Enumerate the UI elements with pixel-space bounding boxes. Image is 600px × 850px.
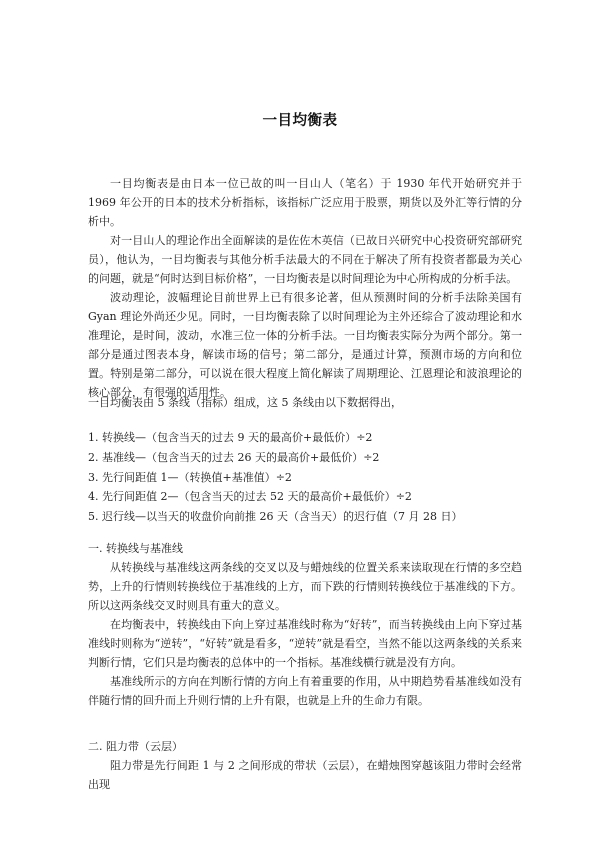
section-2-paragraph: 阻力带是先行间距 1 与 2 之间形成的带状（云层），在蜡烛图穿越该阻力带时会经常出现 xyxy=(88,759,522,791)
section-1-paragraph-1: 从转换线与基准线这两条线的交叉以及与蜡烛线的位置关系来读取现在行情的多空趋势，上升的行情则转换线位于基准线的上方，而下跌的行情则转换线位于基准线的下方。所以这两条线交叉时则具有重大的意义。 xyxy=(88,561,522,612)
intro-section xyxy=(88,174,522,402)
list-item: 2. 基准线—（包含当天的过去 26 天的最高价+最低价）÷2 xyxy=(88,450,380,464)
section-1-paragraph-2: 在均衡表中，转换线由下向上穿过基准线时称为“好转”，而当转换线由上向下穿过基准线时则称为“逆转”，“好转”就是看多，“逆转”就是看空，当然不能以这两条线的关系来判断行情，它们只是均衡表的总体中的一个指标。基准线横行就是没有方向。 xyxy=(88,618,522,669)
lines-intro: 一目均衡表由 5 条线（指标）组成，这 5 条线由以下数据得出， xyxy=(88,396,402,409)
section-2-heading: 二. 阻力带（云层） xyxy=(88,740,183,753)
list-item: 1. 转换线—（包含当天的过去 9 天的最高价+最低价）÷2 xyxy=(88,431,373,444)
section-1-heading: 一. 转换线与基准线 xyxy=(88,542,183,555)
list-item: 4. 先行间距值 2—（包含当天的过去 52 天的最高价+最低价）÷2 xyxy=(88,490,412,504)
list-item: 5. 迟行线—以当天的收盘价向前推 26 天（含当天）的迟行值（7 月 28 日） xyxy=(88,510,463,524)
section-1-paragraph-3: 基准线所示的方向在判断行情的方向上有着重要的作用，从中期趋势看基准线如没有伴随行情的回升而上升则行情的上升有限，也就是上升的生命力有限。 xyxy=(88,675,522,707)
lines-list xyxy=(88,428,522,527)
page-title: 一目均衡表 xyxy=(262,113,338,129)
lines-intro-block xyxy=(88,393,522,412)
intro-paragraph-1: 一目均衡表是由日本一位已故的叫一目山人（笔名）于 1930 年代开始研究并于 1969 年公开的日本的技术分析指标，该指标广泛应用于股票，期货以及外汇等行情的分析中。 xyxy=(88,177,522,228)
intro-paragraph-3: 波动理论，波幅理论目前世界上已有很多论著，但从预测时间的分析手法除美国有 Gyan 理论外尚还少见。同时，一目均衡表除了以时间理论为主外还综合了波动理论和水准理论，是时间，波动，水准三位一体的分析手法。一目均衡表实际分为两个部分。第一部分是通过图表本身，解读市场的信号；第二部分，是通过计算，预测市场的方向和位置。特别是第二部分，可以说在很大程度上简化解读了周期理论、江恩理论和波浪理论的核心部分，有很强的适用性。 xyxy=(88,291,522,399)
section-2 xyxy=(88,737,522,794)
section-1 xyxy=(88,539,522,710)
intro-paragraph-2: 对一目山人的理论作出全面解读的是佐佐木英信（已故日兴研究中心投资研究部研究员），他认为，一目均衡表与其他分析手法最大的不同在于解决了所有投资者都最为关心的问题，就是“何时达到目标价格”，一目均衡表是以时间理论为中心所构成的分析手法。 xyxy=(88,234,522,285)
list-item: 3. 先行间距值 1—（转换值+基准值）÷2 xyxy=(88,470,292,484)
